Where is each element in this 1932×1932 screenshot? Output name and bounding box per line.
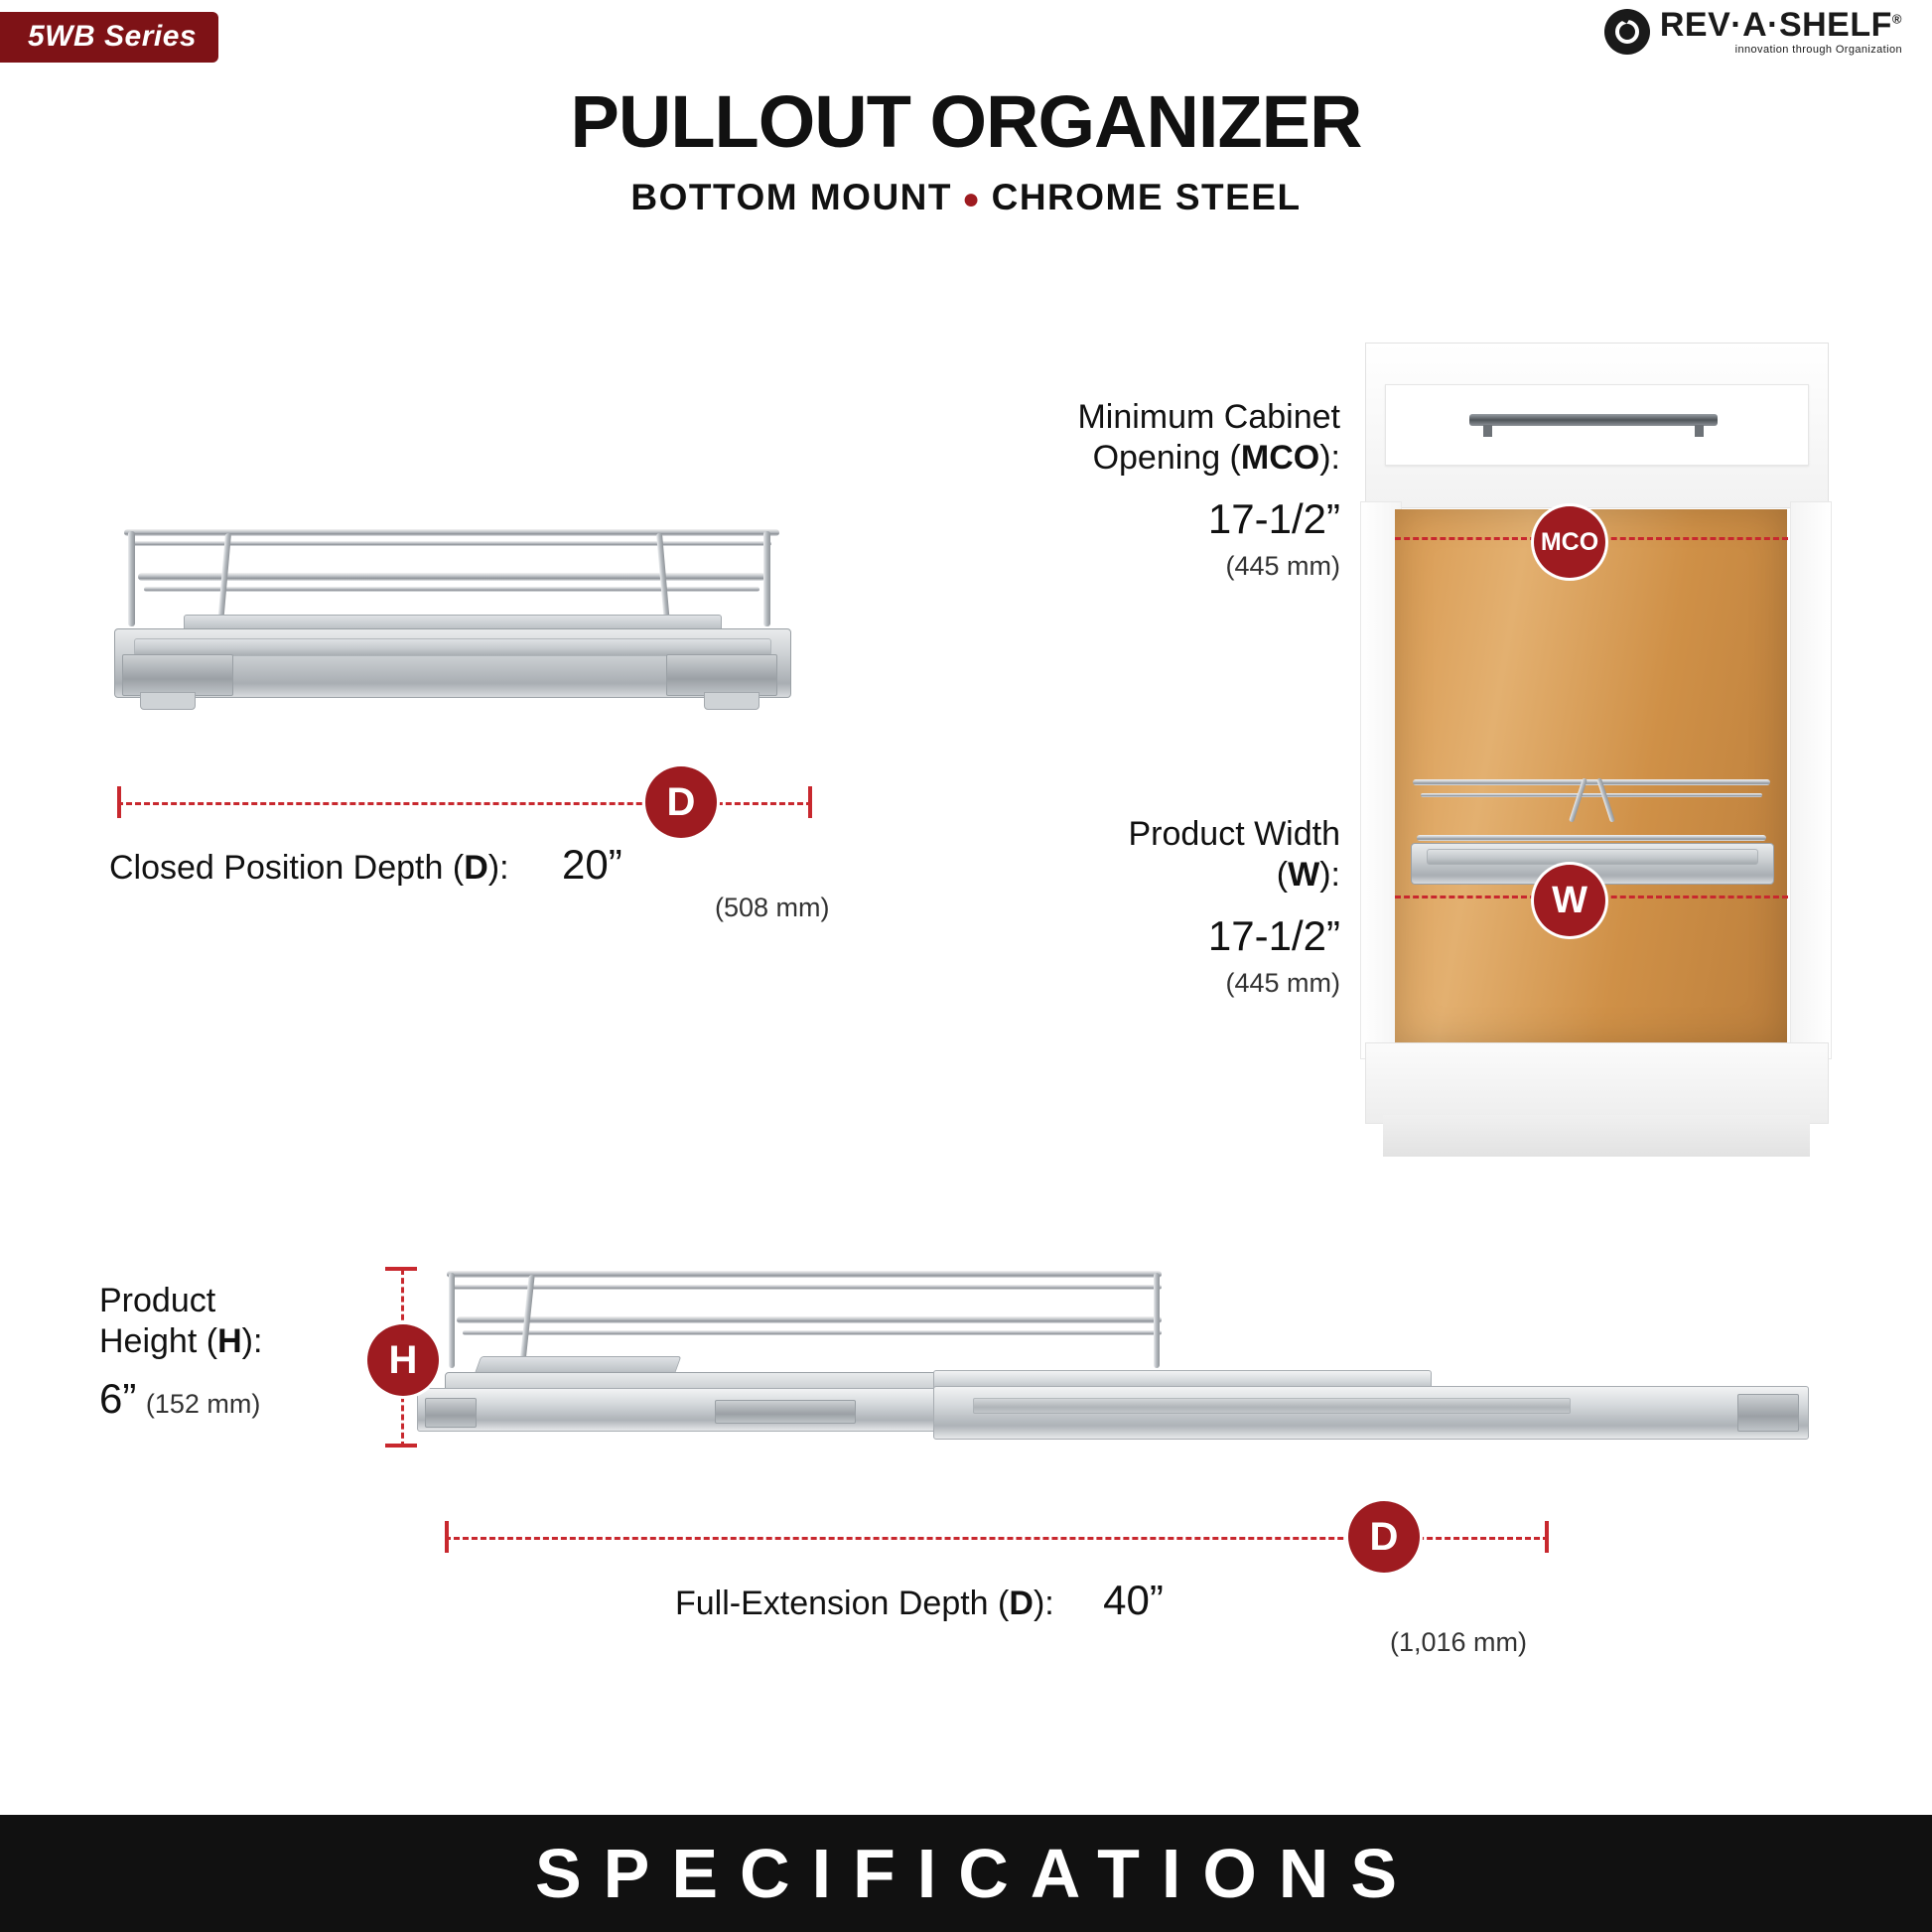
brand-logo — [1604, 8, 1902, 56]
height-badge: H — [367, 1324, 439, 1396]
width-label — [894, 814, 1340, 1000]
closed-depth-tick-left — [117, 786, 121, 818]
full-extension-value: 40” — [1103, 1577, 1164, 1623]
full-extension-tick-right — [1545, 1521, 1549, 1553]
closed-position-product-illustration — [104, 521, 789, 750]
basket-mid-rail — [1417, 835, 1766, 841]
full-extension-label-a: Full-Extension Depth ( — [675, 1585, 1010, 1622]
open-wire-rail-mid — [457, 1316, 1162, 1323]
basket-top-rail2 — [1421, 793, 1762, 797]
slide-bracket-left — [122, 654, 233, 696]
mco-label-line2 — [894, 438, 1340, 479]
closed-depth-label-b: ): — [487, 849, 509, 887]
subtitle-right: CHROME STEEL — [991, 177, 1302, 217]
full-extension-tick-left — [445, 1521, 449, 1553]
height-label-line2-b: ): — [241, 1322, 263, 1361]
height-label-line2-a: Height ( — [99, 1322, 218, 1361]
slide-rail-start-cap — [425, 1398, 477, 1428]
height-value-row — [99, 1373, 397, 1424]
brand-tagline: innovation through Organization — [1734, 44, 1902, 56]
width-label-key: W — [1288, 856, 1320, 895]
wire-post-left — [128, 531, 135, 626]
open-wire-rail-mid2 — [463, 1330, 1162, 1335]
closed-depth-badge: D — [645, 766, 717, 838]
mco-badge: MCO — [1534, 506, 1605, 578]
height-label-line2 — [99, 1321, 397, 1362]
width-badge: W — [1534, 865, 1605, 936]
full-extension-badge: D — [1348, 1501, 1420, 1573]
basket-top-rail — [1413, 779, 1770, 785]
mco-label-line2-a: Opening ( — [1092, 439, 1241, 478]
cabinet-drawer-handle — [1469, 414, 1718, 426]
brand-text — [1660, 8, 1902, 56]
cabinet-right-panel — [1790, 501, 1832, 1059]
mco-label-line2-b: ): — [1319, 439, 1340, 478]
open-wire-post-right — [1154, 1273, 1160, 1368]
closed-depth-metric: (508 mm) — [715, 893, 830, 922]
open-wire-post-left — [449, 1273, 455, 1368]
full-extension-metric: (1,016 mm) — [1390, 1627, 1528, 1657]
slide-rail-detail-1 — [715, 1400, 856, 1424]
height-tick-bottom — [385, 1444, 417, 1448]
footer-bar — [0, 1815, 1932, 1932]
brand-name — [1660, 8, 1902, 42]
slide-rail-detail-2 — [973, 1398, 1571, 1414]
series-badge: 5WB Series — [0, 12, 218, 63]
tray-foot-left — [140, 692, 196, 710]
brand-name-text: REV·A·SHELF — [1659, 6, 1892, 44]
footer-title: SPECIFICATIONS — [534, 1835, 1420, 1912]
mco-label-line1: Minimum Cabinet — [1077, 398, 1340, 436]
open-wire-rail-top — [447, 1271, 1162, 1278]
closed-depth-tick-right — [808, 786, 812, 818]
closed-depth-label-key: D — [464, 849, 488, 887]
width-label-line2 — [894, 855, 1340, 896]
cabinet-base — [1365, 1042, 1829, 1124]
subtitle-left: BOTTOM MOUNT — [630, 177, 952, 217]
page-title: PULLOUT ORGANIZER — [570, 80, 1362, 163]
cabinet-illustration — [1355, 343, 1837, 1167]
full-extension-label-b: ): — [1033, 1585, 1054, 1622]
width-label-line2-b: ): — [1319, 856, 1340, 895]
height-label — [99, 1281, 397, 1424]
width-metric: (445 mm) — [1225, 968, 1340, 999]
mco-label-key: MCO — [1240, 439, 1320, 478]
cabinet-toe-kick — [1383, 1115, 1810, 1157]
rev-a-shelf-logo-icon — [1604, 9, 1650, 55]
mco-metric: (445 mm) — [1225, 551, 1340, 582]
closed-depth-value: 20” — [561, 841, 622, 888]
wire-rail-top — [124, 529, 779, 536]
width-value: 17-1/2” — [1207, 911, 1340, 959]
wire-post-right — [763, 531, 770, 626]
page-subtitle — [0, 177, 1932, 218]
mco-value: 17-1/2” — [1207, 494, 1340, 542]
brand-registered-mark: ® — [1891, 11, 1902, 27]
width-label-line2-a: ( — [1276, 856, 1289, 895]
slide-rail-end-cap — [1737, 1394, 1799, 1432]
tray-foot-right — [704, 692, 759, 710]
closed-depth-label-a: Closed Position Depth ( — [109, 849, 465, 887]
mco-label — [894, 397, 1340, 583]
full-extension-label-key: D — [1009, 1585, 1034, 1622]
height-label-key: H — [217, 1322, 242, 1361]
full-extension-label — [675, 1575, 1569, 1625]
basket-tray-highlight — [1427, 849, 1758, 865]
height-label-line1: Product — [99, 1282, 216, 1319]
closed-depth-label — [109, 839, 894, 890]
width-label-line1: Product Width — [1128, 815, 1340, 853]
full-extension-product-illustration — [417, 1261, 1807, 1449]
height-value: 6” — [99, 1374, 137, 1422]
height-tick-top — [385, 1267, 417, 1271]
subtitle-separator-dot: ● — [961, 183, 982, 216]
slide-bracket-right — [666, 654, 777, 696]
open-wire-rail-top2 — [453, 1285, 1162, 1290]
wire-rail-mid — [138, 573, 765, 581]
height-metric: (152 mm) — [145, 1388, 261, 1419]
